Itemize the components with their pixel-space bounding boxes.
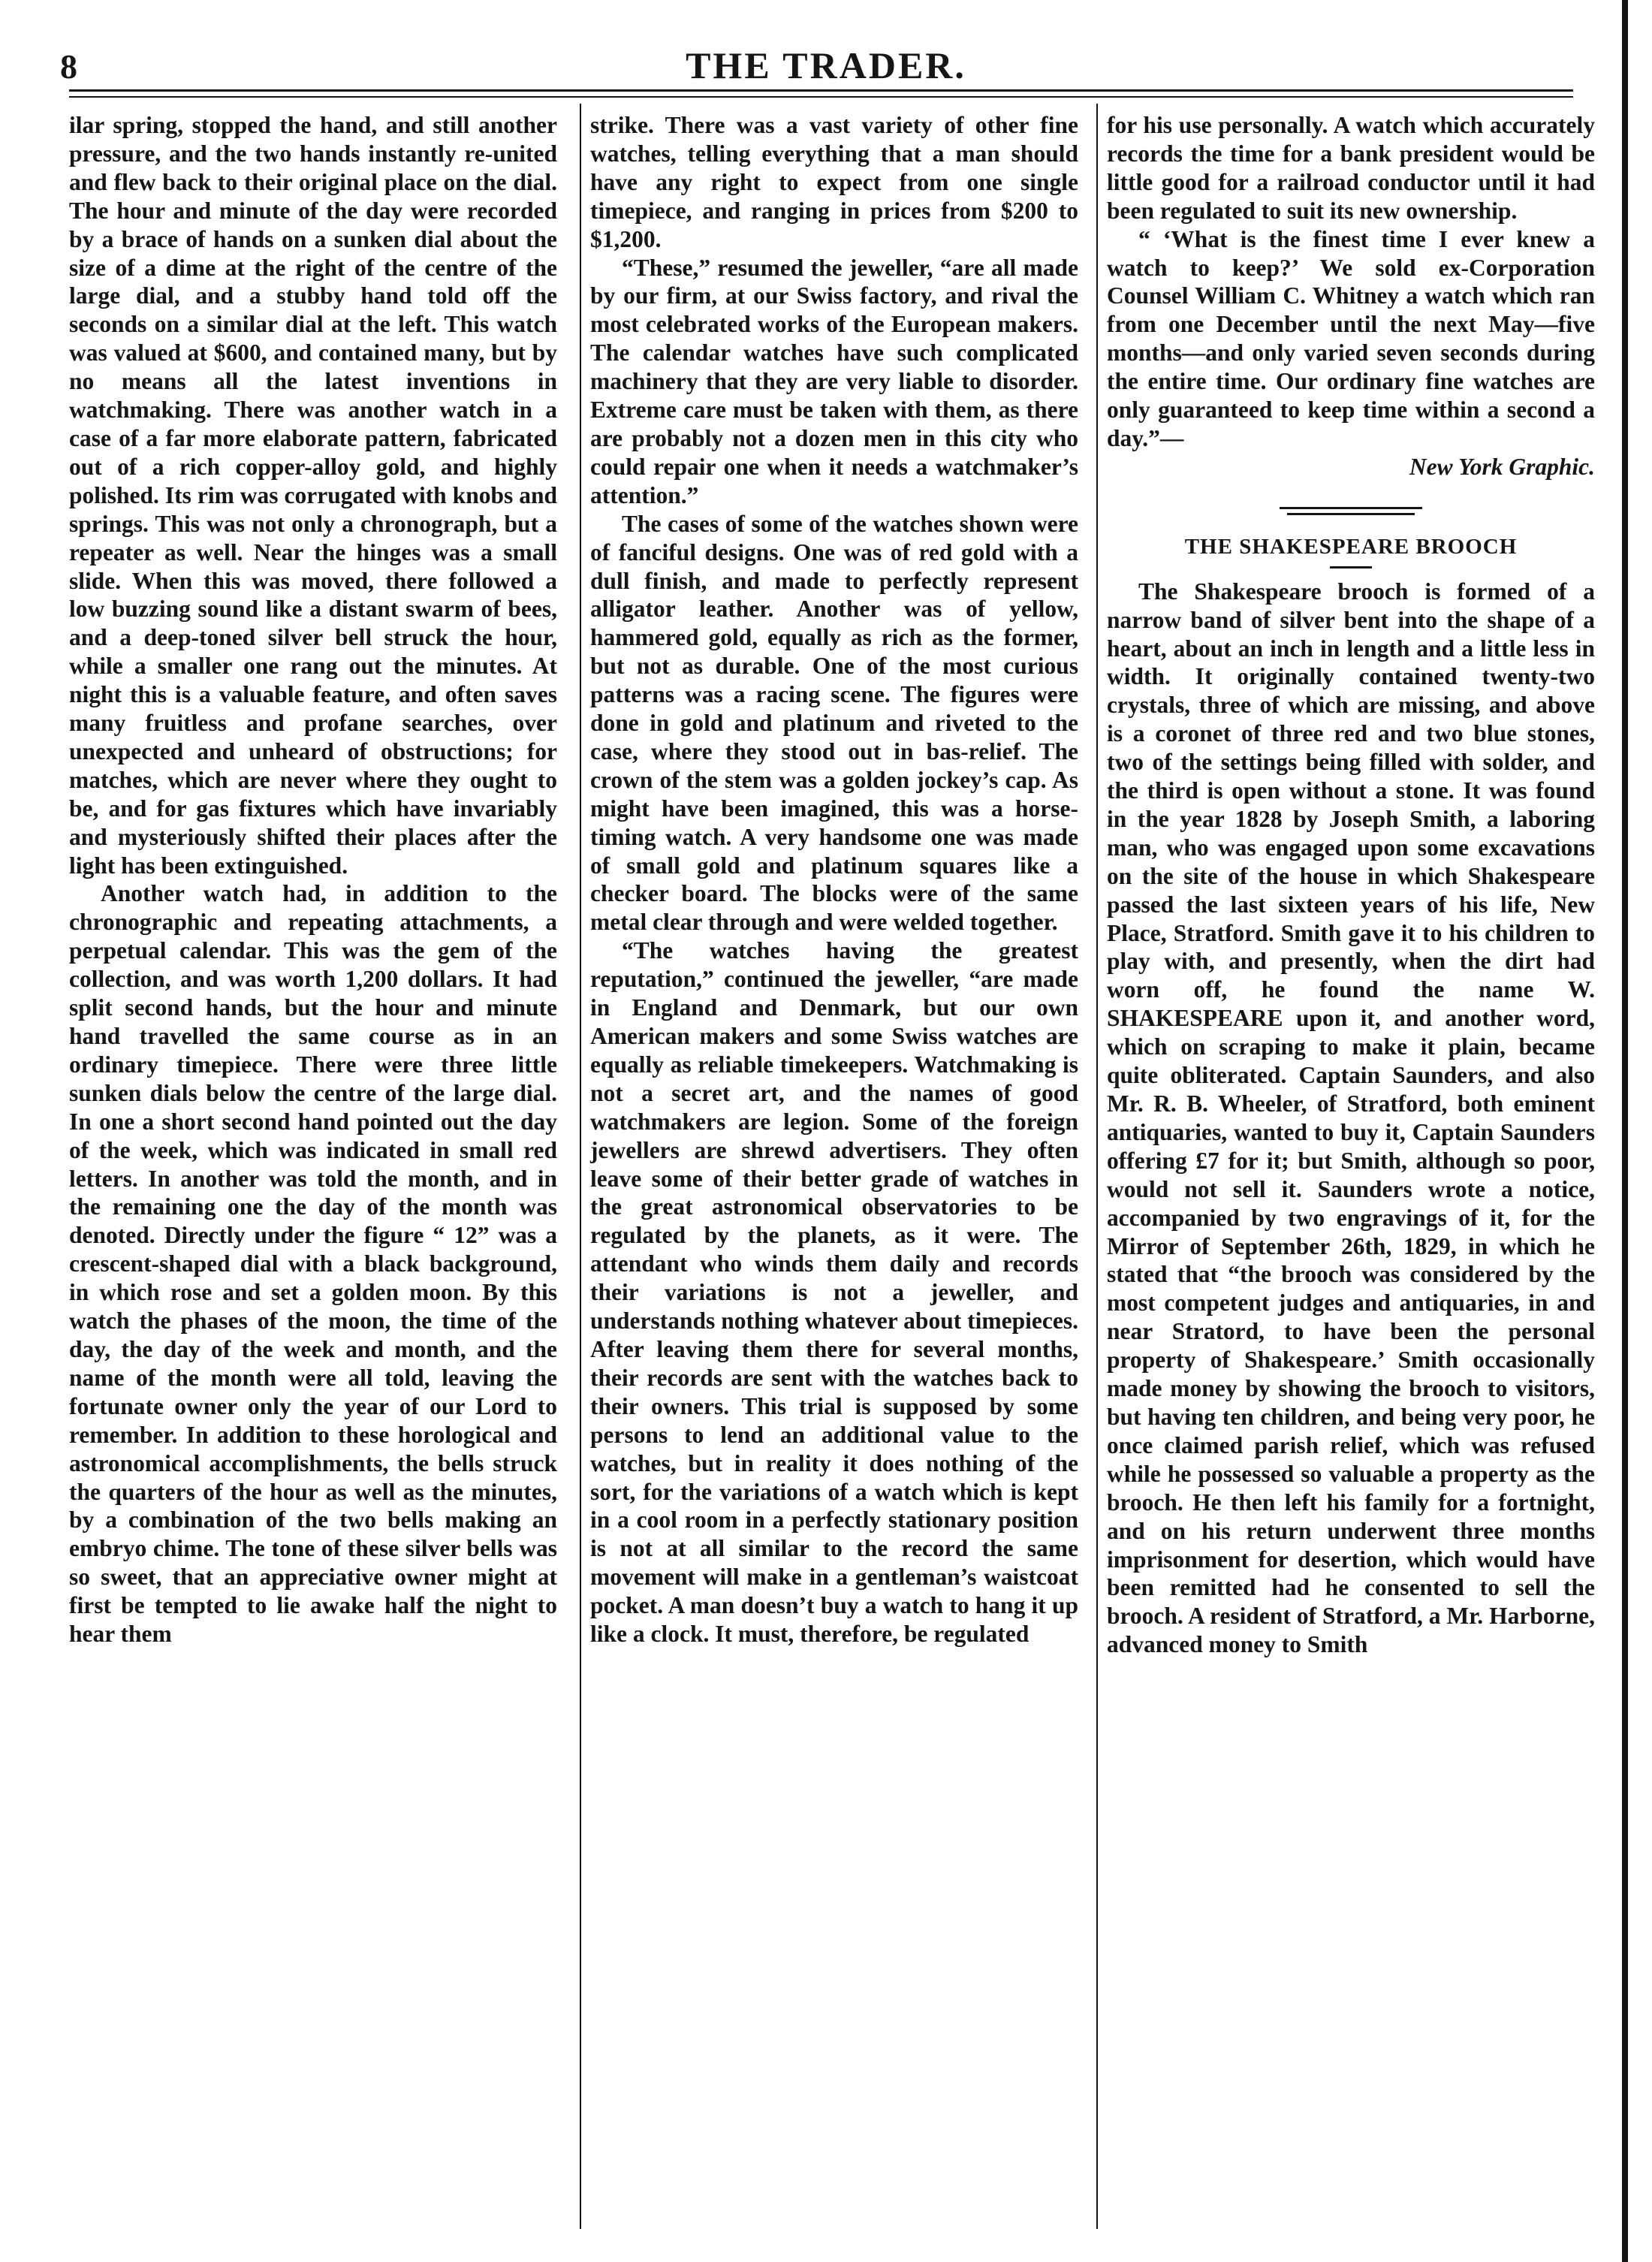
paragraph: “ ‘What is the finest time I ever knew a watch to keep?’ We sold ex-Corporation Counsel William C. Whitney a watch which ran from one December until the next May—five months—and only varied seven seconds during the entire time. Our ordinary fine watches are only guaranteed to keep time within a second a day.”—: [1107, 225, 1595, 451]
article-heading: THE SHAKESPEARE BROOCH: [1184, 534, 1518, 559]
paragraph: Another watch had, in addition to the chronographic and repeating attachments, a perpetual calendar. This was the gem of the collection, and was worth 1,200 dollars. It had split second hands, but the hour and minute hand travelled the same course as in an ordinary timepiece. There were three little sunken dials below the centre of the large dial. In one a short second hand pointed out the day of the week, which was indicated in small red letters. In another was told the month, and in the remaining one the day of the month was denoted. Directly under the figure “ 12” was a crescent-shaped dial with a black background, in which rose and set a golden moon. By this watch the phases of the moon, the time of the day, the day of the week and month, and the name of the month were all told, leaving the fortunate owner only the year of our Lord to remember. In addition to these horological and astronomical accomplishments, the bells struck the quarters of the hour as well as the minutes, by a combination of the two bells making an embryo chime. The tone of these silver bells was so sweet, that an appreciative owner might at first be tempted to lie awake half the night to hear them: [69, 880, 557, 1648]
column-divider: [1096, 104, 1098, 2229]
source-attribution: New York Graphic.: [1409, 453, 1595, 480]
paragraph: ilar spring, stopped the hand, and still another pressure, and the two hands instantly re-united and flew back to their original place on the dial. The hour and minute of the day were recorded by a brace of hands on a sunken dial about the size of a dime at the right of the centre of the large dial, and a stubby hand told off the seconds on a similar dial at the left. This watch was valued at $600, and contained many, but by no means all the latest inventions in watchmaking. There was another watch in a case of a far more elaborate pattern, fabricated out of a rich copper-alloy gold, and highly polished. Its rim was corrugated with knobs and springs. This was not only a chronograph, but a repeater as well. Near the hinges was a small slide. When this was moved, there followed a low buzzing sound like a distant swarm of bees, and a deep-toned silver bell struck the hour, while a smaller one rang out the minutes. At night this is a valuable feature, and often saves many fruitless and profane searches, over unexpected and unheard of obstructions; for matches, which are never where they ought to be, and for gas fixtures which have invariably and mysteriously shifted their places after the light has been extinguished.: [69, 112, 557, 879]
column-3: [1107, 111, 1595, 1659]
page-edge-border: [1622, 0, 1628, 2262]
paragraph: “The watches having the greatest reputation,” continued the jeweller, “are made in England and Denmark, but our own American makers and some Swiss watches are equally as reliable timekeepers. Watchmaking is not a secret art, and the names of good watchmakers are legion. Some of the foreign jewellers are shrewd advertisers. They often leave some of their better grade of watches in the great astronomical observatories to be regulated by the planets, as it were. The attendant who winds them daily and records their variations is not a jeweller, and understands nothing whatever about timepieces. After leaving them there for several months, their records are sent with the watches back to their owners. This trial is supposed by some persons to lend an additional value to the watches, but in reality it does nothing of the sort, for the variations of a watch which is kept in a cool room in a perfectly stationary position is not at all similar to the record the same movement will make in a gentleman’s waistcoat pocket. A man doesn’t buy a watch to hang it up like a clock. It must, therefore, be regulated: [590, 937, 1078, 1648]
paragraph: strike. There was a vast variety of other fine watches, telling everything that a man should have any right to expect from one single timepiece, and ranging in prices from $200 to $1,200.: [590, 112, 1078, 252]
article-separator: [1107, 507, 1595, 515]
heading-dash: [1330, 566, 1372, 569]
column-divider: [580, 104, 581, 2229]
paragraph: The cases of some of the watches shown were of fanciful designs. One was of red gold with a dull finish, and made to perfectly represent alligator leather. Another was of yellow, hammered gold, equally as rich as the former, but not as durable. One of the most curious patterns was a racing scene. The figures were done in gold and platinum and riveted to the case, where they stood out in bas-relief. The crown of the stem was a golden jockey’s cap. As might have been imagined, this was a horse-timing watch. A very handsome one was made of small gold and platinum squares like a checker board. The blocks were of the same metal clear through and were welded together.: [590, 510, 1078, 936]
separator-line: [1280, 507, 1422, 509]
paragraph: “These,” resumed the jeweller, “are all made by our firm, at our Swiss factory, and rival the most celebrated works of the European makers. The calendar watches have such complicated machinery that they are very liable to disorder. Extreme care must be taken with them, as there are probably not a dozen men in this city who could repair one when it needs a watchmaker’s attention.”: [590, 254, 1078, 508]
paragraph: The Shakespeare brooch is formed of a narrow band of silver bent into the shape of a heart, about an inch in length and a little less in width. It originally contained twenty-two crystals, three of which are missing, and above is a coronet of three red and two blue stones, two of the settings being filled with solder, and the third is open without a stone. It was found in the year 1828 by Joseph Smith, a laboring man, who was engaged upon some excavations on the site of the house in which Shakespeare passed the last sixteen years of his life, New Place, Stratford. Smith gave it to his children to play with, and presently, when the dirt had worn off, he found the name W. SHAKESPEARE upon it, and another word, which on scraping to make it plain, became quite obliterated. Captain Saunders, and also Mr. R. B. Wheeler, of Stratford, both eminent antiquaries, wanted to buy it, Captain Saunders offering £7 for it; but Smith, although so poor, would not sell it. Saunders wrote a notice, accompanied by two engravings of it, for the Mirror of September 26th, 1829, in which he stated that “the brooch was considered by the most competent judges and antiquaries, in and near Stratord, to have been the personal property of Shakespeare.’ Smith occasionally made money by showing the brooch to visitors, but having ten children, and being very poor, he once claimed parish relief, which was refused while he possessed so valuable a property as the brooch. He then left his family for a fortnight, and on his return underwent three months imprisonment for desertion, which would have been remitted had he consented to sell the brooch. A resident of Stratford, a Mr. Harborne, advanced money to Smith: [1107, 578, 1595, 1658]
column-1: [69, 111, 557, 1648]
newspaper-title: THE TRADER.: [686, 44, 966, 86]
paragraph: for his use personally. A watch which accurately records the time for a bank president would be little good for a railroad conductor until it had been regulated to suit its new ownership.: [1107, 112, 1595, 224]
header-rule: [69, 89, 1573, 92]
header-rule-secondary: [69, 96, 1573, 98]
page-number: 8: [60, 47, 77, 86]
separator-line: [1287, 513, 1415, 515]
column-2: [590, 111, 1078, 1648]
